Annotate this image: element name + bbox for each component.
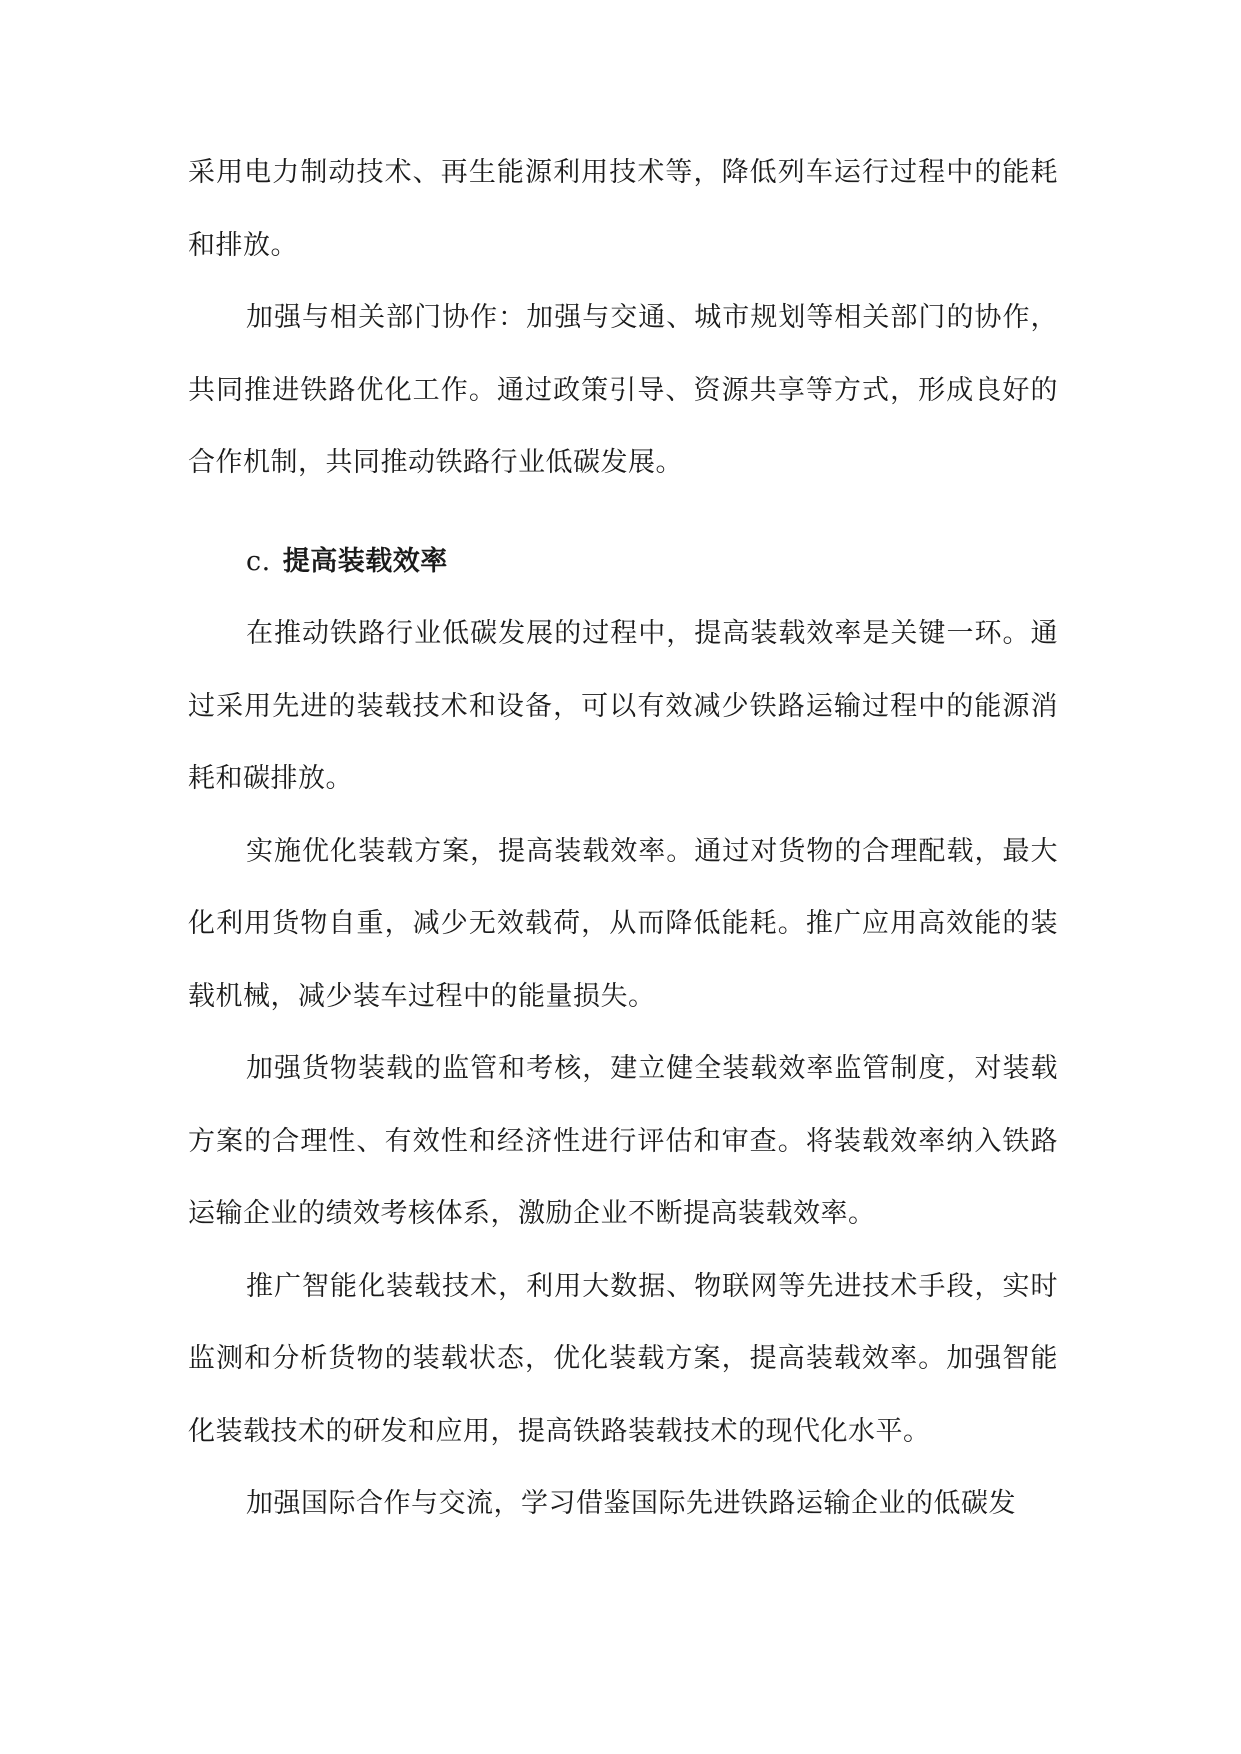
paragraph-intro-loading: 在推动铁路行业低碳发展的过程中，提高装载效率是关键一环。通过采用先进的装载技术和设备，可以有效减少铁路运输过程中的能源消耗和碳排放。 bbox=[188, 618, 1058, 794]
paragraph-intelligent-loading: 推广智能化装载技术，利用大数据、物联网等先进技术手段，实时监测和分析货物的装载状态，优化装载方案，提高装载效率。加强智能化装载技术的研发和应用，提高铁路装载技术的现代化水平。 bbox=[188, 1270, 1058, 1447]
section-marker: c. bbox=[246, 545, 271, 577]
paragraph-international-cooperation: 加强国际合作与交流，学习借鉴国际先进铁路运输企业的低碳发 bbox=[246, 1488, 1016, 1519]
document-body bbox=[188, 137, 1058, 1541]
paragraph-department-cooperation: 加强与相关部门协作：加强与交通、城市规划等相关部门的协作，共同推进铁路优化工作。通过政策引导、资源共享等方式，形成良好的合作机制，共同推动铁路行业低碳发展。 bbox=[188, 302, 1058, 478]
section-title: 提高装载效率 bbox=[282, 545, 448, 577]
paragraph-continuation: 采用电力制动技术、再生能源利用技术等，降低列车运行过程中的能耗和排放。 bbox=[188, 157, 1058, 261]
paragraph-optimize-plan: 实施优化装载方案，提高装载效率。通过对货物的合理配载，最大化利用货物自重，减少无效载荷，从而降低能耗。推广应用高效能的装载机械，减少装车过程中的能量损失。 bbox=[188, 835, 1058, 1012]
section-heading bbox=[188, 526, 1058, 599]
paragraph-supervision: 加强货物装载的监管和考核，建立健全装载效率监管制度，对装载方案的合理性、有效性和经济性进行评估和审查。将装载效率纳入铁路运输企业的绩效考核体系，激励企业不断提高装载效率。 bbox=[188, 1053, 1058, 1229]
